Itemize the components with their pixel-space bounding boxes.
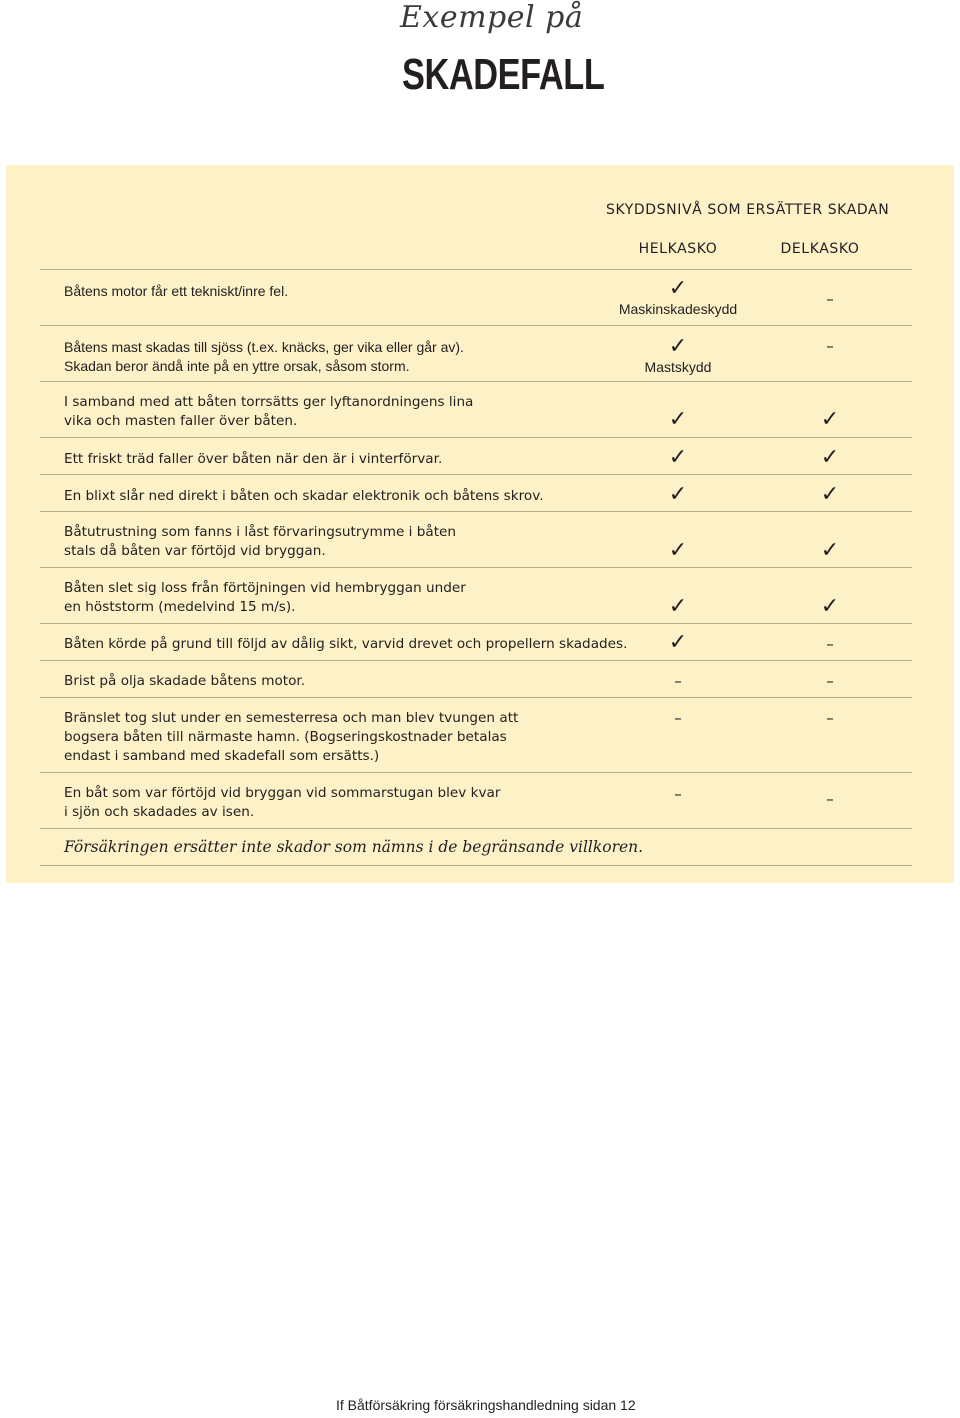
page-kicker: Exempel på xyxy=(400,0,584,35)
helkasko-cell: – xyxy=(674,672,682,690)
check-mark-icon: ✓ xyxy=(668,538,688,563)
row-description: I samband med att båten torrsätts ger lyftanordningens lina vika och masten faller över båten. xyxy=(64,394,474,429)
section-title: SKYDDSNIVÅ SOM ERSÄTTER SKADAN xyxy=(606,202,890,218)
row-description: Båtens mast skadas till sjöss (t.ex. knäcks, ger vika eller går av). Skadan beror ändå inte på en yttre orsak, såsom storm. xyxy=(64,339,464,374)
check-mark-icon: ✓ xyxy=(668,630,688,655)
check-mark-icon: ✓ xyxy=(668,334,688,359)
row-description: Båten körde på grund till följd av dålig sikt, varvid drevet och propellern skadades. xyxy=(64,636,628,652)
column-header-delkasko: DELKASKO xyxy=(780,241,860,257)
row-description: En blixt slår ned direkt i båten och skadar elektronik och båtens skrov. xyxy=(64,488,544,504)
row-rule xyxy=(40,828,912,829)
row-description: Båtutrustning som fanns i låst förvaringsutrymme i båten stals då båten var förtöjd vid bryggan. xyxy=(64,524,457,559)
coverage-note: Mastskydd xyxy=(644,359,712,375)
row-description: Ett friskt träd faller över båten när den är i vinterförvar. xyxy=(64,451,443,467)
check-mark-icon: ✓ xyxy=(820,407,840,432)
helkasko-cell xyxy=(608,336,748,376)
delkasko-cell: – xyxy=(826,709,834,727)
row-rule xyxy=(40,623,912,624)
coverage-note: Maskinskadeskydd xyxy=(618,301,738,317)
row-description: Bränslet tog slut under en semesterresa och man blev tvungen att bogsera båten till närmaste hamn. (Bogseringskostnader betalas endast i samband med skadefall som ersätts.) xyxy=(64,710,519,764)
check-mark-icon: ✓ xyxy=(820,538,840,563)
delkasko-cell: – xyxy=(826,290,834,308)
row-rule xyxy=(40,474,912,475)
column-header-helkasko: HELKASKO xyxy=(638,241,718,257)
page-footer: If Båtförsäkring försäkringshandledning sidan 12 xyxy=(336,1397,636,1413)
delkasko-cell: – xyxy=(826,635,834,653)
row-description: En båt som var förtöjd vid bryggan vid sommarstugan blev kvar i sjön och skadades av isen. xyxy=(64,785,501,820)
helkasko-cell: – xyxy=(674,785,682,803)
row-rule xyxy=(40,511,912,512)
helkasko-cell xyxy=(608,278,748,318)
check-mark-icon: ✓ xyxy=(668,482,688,507)
row-rule xyxy=(40,381,912,382)
page-title: SKADEFALL xyxy=(402,50,605,99)
row-rule xyxy=(40,660,912,661)
check-mark-icon: ✓ xyxy=(820,445,840,470)
row-rule xyxy=(40,772,912,773)
row-rule xyxy=(40,697,912,698)
check-mark-icon: ✓ xyxy=(820,482,840,507)
check-mark-icon: ✓ xyxy=(668,276,688,301)
check-mark-icon: ✓ xyxy=(668,407,688,432)
footnote: Försäkringen ersätter inte skador som nämns i de begränsande villkoren. xyxy=(64,838,644,856)
row-rule xyxy=(40,437,912,438)
footnote-rule xyxy=(40,865,912,866)
check-mark-icon: ✓ xyxy=(668,594,688,619)
row-description: Båtens motor får ett tekniskt/inre fel. xyxy=(64,283,289,299)
delkasko-cell: – xyxy=(826,672,834,690)
delkasko-cell: – xyxy=(826,790,834,808)
row-rule xyxy=(40,567,912,568)
row-description: Båten slet sig loss från förtöjningen vid hembryggan under en höststorm (medelvind 15 m/s). xyxy=(64,580,466,615)
delkasko-cell: – xyxy=(826,337,834,355)
check-mark-icon: ✓ xyxy=(820,594,840,619)
check-mark-icon: ✓ xyxy=(668,445,688,470)
row-rule xyxy=(40,325,912,326)
helkasko-cell: – xyxy=(674,709,682,727)
row-description: Brist på olja skadade båtens motor. xyxy=(64,673,306,689)
header-rule xyxy=(40,269,912,270)
